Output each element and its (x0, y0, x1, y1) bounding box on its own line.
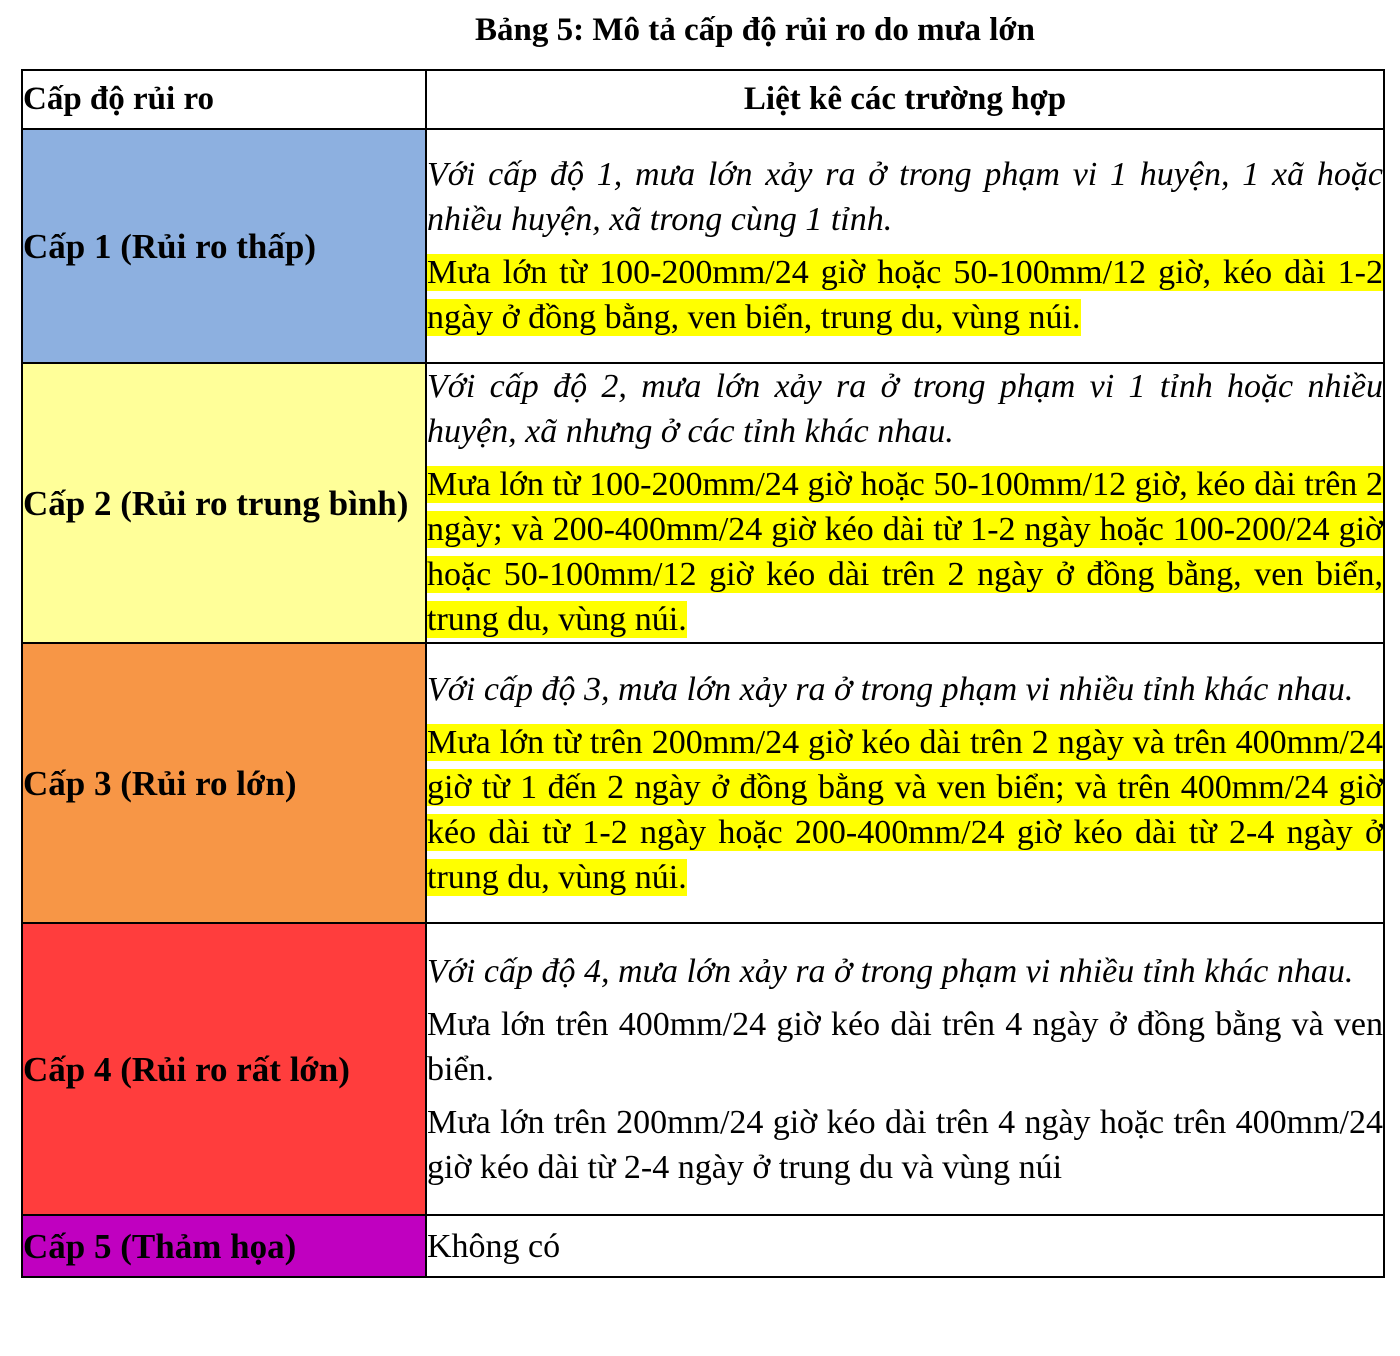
scope-text: Với cấp độ 2, mưa lớn xảy ra ở trong phạm vi 1 tỉnh hoặc nhiều huyện, xã nhưng ở các tỉnh khác nhau. (427, 368, 1383, 450)
criteria-text (427, 720, 1383, 900)
scope-text: Với cấp độ 4, mưa lớn xảy ra ở trong phạm vi nhiều tỉnh khác nhau. (427, 952, 1354, 990)
highlighted-criteria: Mưa lớn từ trên 200mm/24 giờ kéo dài trên 2 ngày và trên 400mm/24 giờ từ 1 đến 2 ngày ở đồng bằng và ven biển; và trên 400mm/24 giờ kéo dài từ 1-2 ngày hoặc 200-400mm/24 giờ kéo dài từ 2-4 ngày ở trung du, vùng núi. (427, 723, 1383, 896)
table-row (22, 363, 1384, 643)
table-caption: Bảng 5: Mô tả cấp độ rủi ro do mưa lớn (474, 12, 1035, 48)
scope-text: Với cấp độ 1, mưa lớn xảy ra ở trong phạm vi 1 huyện, 1 xã hoặc nhiều huyện, xã trong cùng 1 tỉnh. (427, 156, 1383, 238)
level-cell (22, 643, 426, 923)
cases-cell (426, 129, 1384, 363)
criteria-text (427, 250, 1383, 340)
cases-cell (426, 923, 1384, 1215)
header-cases: Liệt kê các trường hợp (426, 70, 1384, 129)
criteria-text: Không có (427, 1227, 561, 1265)
level-label: Cấp 2 (Rủi ro trung bình) (23, 483, 409, 523)
level-label: Cấp 5 (Thảm họa) (23, 1226, 297, 1266)
level-cell (22, 363, 426, 643)
criteria-text: Mưa lớn trên 400mm/24 giờ kéo dài trên 4 ngày ở đồng bằng và ven biển. (427, 1005, 1383, 1088)
level-label: Cấp 1 (Rủi ro thấp) (23, 226, 317, 266)
level-cell (22, 923, 426, 1215)
cases-cell (426, 643, 1384, 923)
table-row (22, 923, 1384, 1215)
header-risk-level: Cấp độ rủi ro (22, 70, 426, 129)
header-row (22, 70, 1384, 129)
criteria-text (427, 462, 1383, 642)
cases-cell (426, 1215, 1384, 1277)
level-cell (22, 129, 426, 363)
cases-cell (426, 363, 1384, 643)
criteria-text: Mưa lớn trên 200mm/24 giờ kéo dài trên 4 ngày hoặc trên 400mm/24 giờ kéo dài từ 2-4 ngày ở trung du và vùng núi (427, 1103, 1383, 1186)
highlighted-criteria: Mưa lớn từ 100-200mm/24 giờ hoặc 50-100mm/12 giờ, kéo dài 1-2 ngày ở đồng bằng, ven biển, trung du, vùng núi. (427, 254, 1383, 336)
level-label: Cấp 3 (Rủi ro lớn) (23, 763, 297, 803)
level-cell (22, 1215, 426, 1277)
risk-level-table (21, 69, 1385, 1278)
scope-text: Với cấp độ 3, mưa lớn xảy ra ở trong phạm vi nhiều tỉnh khác nhau. (427, 670, 1354, 708)
table-row (22, 129, 1384, 363)
table-row (22, 1215, 1384, 1277)
highlighted-criteria: Mưa lớn từ 100-200mm/24 giờ hoặc 50-100mm/12 giờ, kéo dài trên 2 ngày; và 200-400mm/24 giờ kéo dài từ 1-2 ngày hoặc 100-200/24 giờ hoặc 50-100mm/12 giờ kéo dài trên 2 ngày ở đồng bằng, ven biển, trung du, vùng núi. (427, 466, 1383, 638)
table-row (22, 643, 1384, 923)
level-label: Cấp 4 (Rủi ro rất lớn) (23, 1049, 350, 1089)
